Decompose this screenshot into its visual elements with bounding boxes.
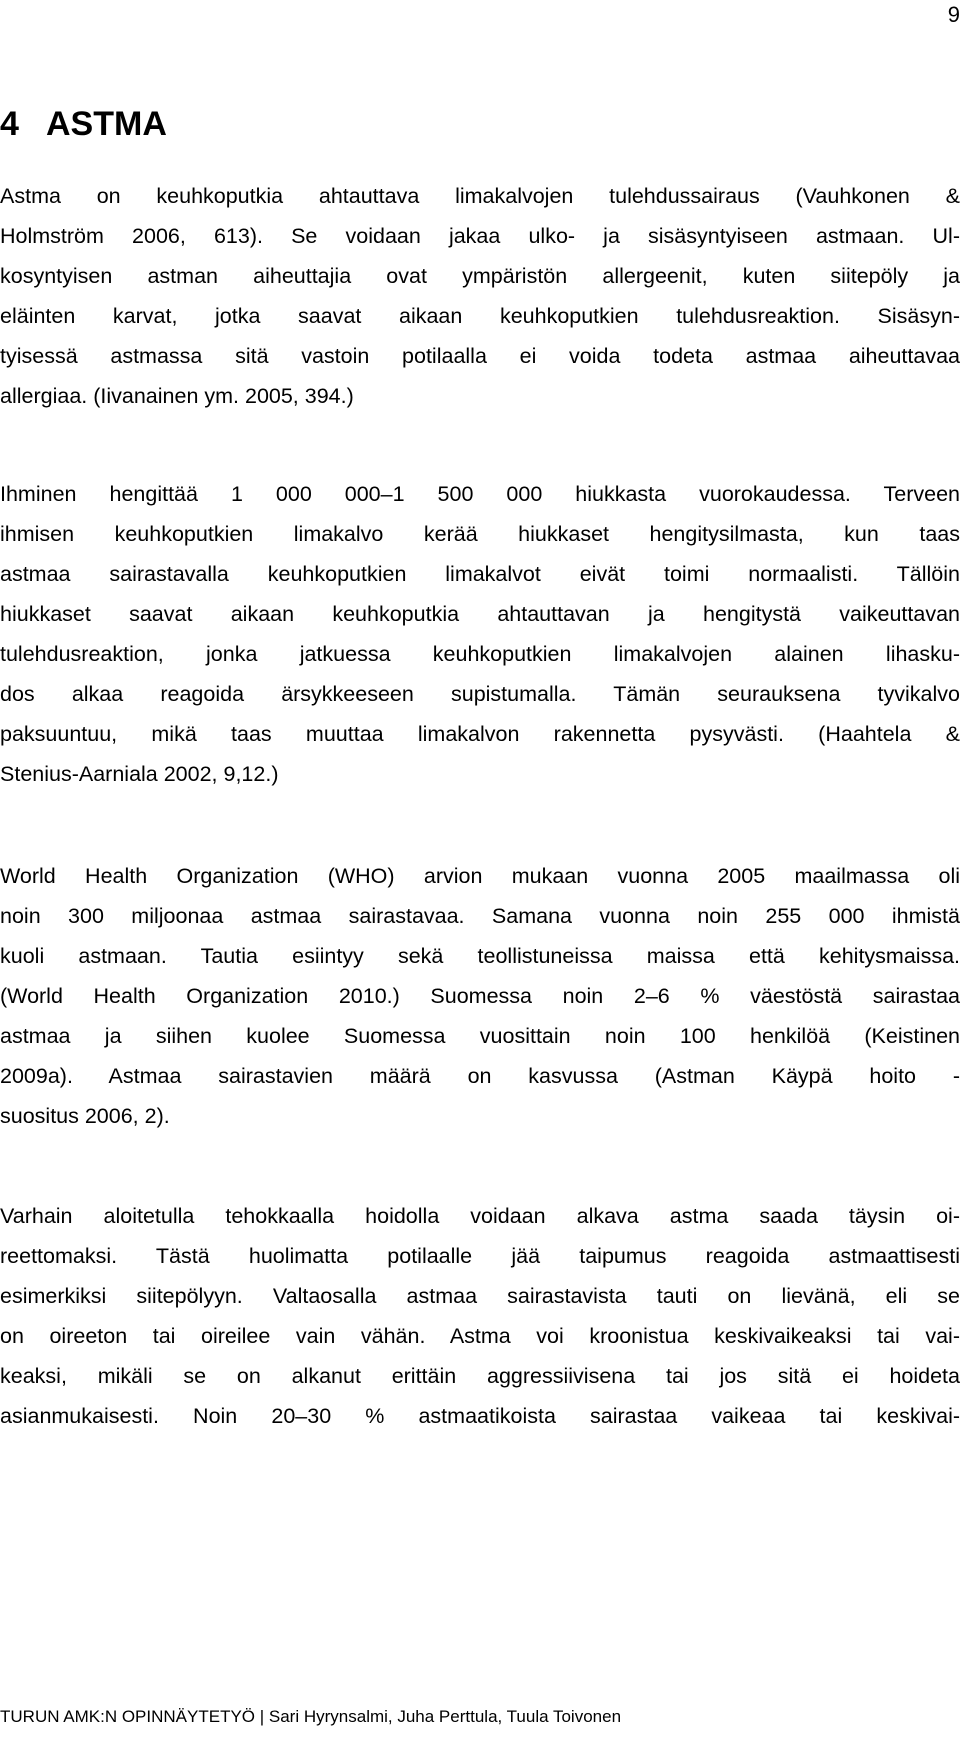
paragraph-definition (0, 176, 960, 416)
paragraph-line: (World Health Organization 2010.) Suomessa noin 2–6 % väestöstä sairastaa (0, 984, 960, 1008)
paragraph-line: noin 300 miljoonaa astmaa sairastavaa. Samana vuonna noin 255 000 ihmistä (0, 904, 960, 928)
paragraph-line: tulehdusreaktion, jonka jatkuessa keuhkoputkien limakalvojen alainen lihasku- (0, 642, 960, 666)
paragraph-line: Astma on keuhkoputkia ahtauttava limakalvojen tulehdussairaus (Vauhkonen & (0, 184, 960, 208)
paragraph-line: allergiaa. (Iivanainen ym. 2005, 394.) (0, 384, 354, 408)
paragraph-line: kosyntyisen astman aiheuttajia ovat ympäristön allergeenit, kuten siitepöly ja (0, 264, 960, 288)
paragraph-line: esimerkiksi siitepölyyn. Valtaosalla astmaa sairastavista tauti on lievänä, eli se (0, 1284, 960, 1308)
chapter-heading (0, 104, 167, 144)
paragraph-line: kuoli astmaan. Tautia esiintyy sekä teollistuneissa maissa että kehitysmaissa. (0, 944, 960, 968)
paragraph-line: paksuuntuu, mikä taas muuttaa limakalvon rakennetta pysyvästi. (Haahtela & (0, 722, 960, 746)
paragraph-line: Ihminen hengittää 1 000 000–1 500 000 hiukkasta vuorokaudessa. Terveen (0, 482, 960, 506)
page-footer: TURUN AMK:N OPINNÄYTETYÖ | Sari Hyrynsalmi, Juha Perttula, Tuula Toivonen (0, 1707, 622, 1726)
paragraph-treatment (0, 1196, 960, 1436)
paragraph-line: ihmisen keuhkoputkien limakalvo kerää hiukkaset hengitysilmasta, kun taas (0, 522, 960, 546)
paragraph-line: suositus 2006, 2). (0, 1104, 170, 1128)
paragraph-mechanism (0, 474, 960, 794)
paragraph-line: hiukkaset saavat aikaan keuhkoputkia ahtauttavan ja hengitystä vaikeuttavan (0, 602, 960, 626)
paragraph-line: asianmukaisesti. Noin 20–30 % astmaatikoista sairastaa vaikeaa tai keskivai- (0, 1404, 960, 1428)
paragraph-line: astmaa ja siihen kuolee Suomessa vuosittain noin 100 henkilöä (Keistinen (0, 1024, 960, 1048)
page-number: 9 (947, 2, 960, 27)
paragraph-line: dos alkaa reagoida ärsykkeeseen supistumalla. Tämän seurauksena tyvikalvo (0, 682, 960, 706)
paragraph-line: Stenius-Aarniala 2002, 9,12.) (0, 762, 279, 786)
paragraph-line: astmaa sairastavalla keuhkoputkien limakalvot eivät toimi normaalisti. Tällöin (0, 562, 960, 586)
chapter-title: ASTMA (46, 105, 167, 143)
paragraph-line: World Health Organization (WHO) arvion mukaan vuonna 2005 maailmassa oli (0, 864, 960, 888)
chapter-number: 4 (0, 105, 19, 143)
paragraph-line: tyisessä astmassa sitä vastoin potilaalla ei voida todeta astmaa aiheuttavaa (0, 344, 960, 368)
paragraph-line: keaksi, mikäli se on alkanut erittäin aggressiivisena tai jos sitä ei hoideta (0, 1364, 960, 1388)
paragraph-line: 2009a). Astmaa sairastavien määrä on kasvussa (Astman Käypä hoito - (0, 1064, 960, 1088)
paragraph-prevalence (0, 856, 960, 1136)
paragraph-line: Varhain aloitetulla tehokkaalla hoidolla voidaan alkava astma saada täysin oi- (0, 1204, 960, 1228)
paragraph-line: Holmström 2006, 613). Se voidaan jakaa ulko- ja sisäsyntyiseen astmaan. Ul- (0, 224, 960, 248)
paragraph-line: on oireeton tai oireilee vain vähän. Astma voi kroonistua keskivaikeaksi tai vai- (0, 1324, 960, 1348)
paragraph-line: reettomaksi. Tästä huolimatta potilaalle jää taipumus reagoida astmaattisesti (0, 1244, 960, 1268)
paragraph-line: eläinten karvat, jotka saavat aikaan keuhkoputkien tulehdusreaktion. Sisäsyn- (0, 304, 960, 328)
